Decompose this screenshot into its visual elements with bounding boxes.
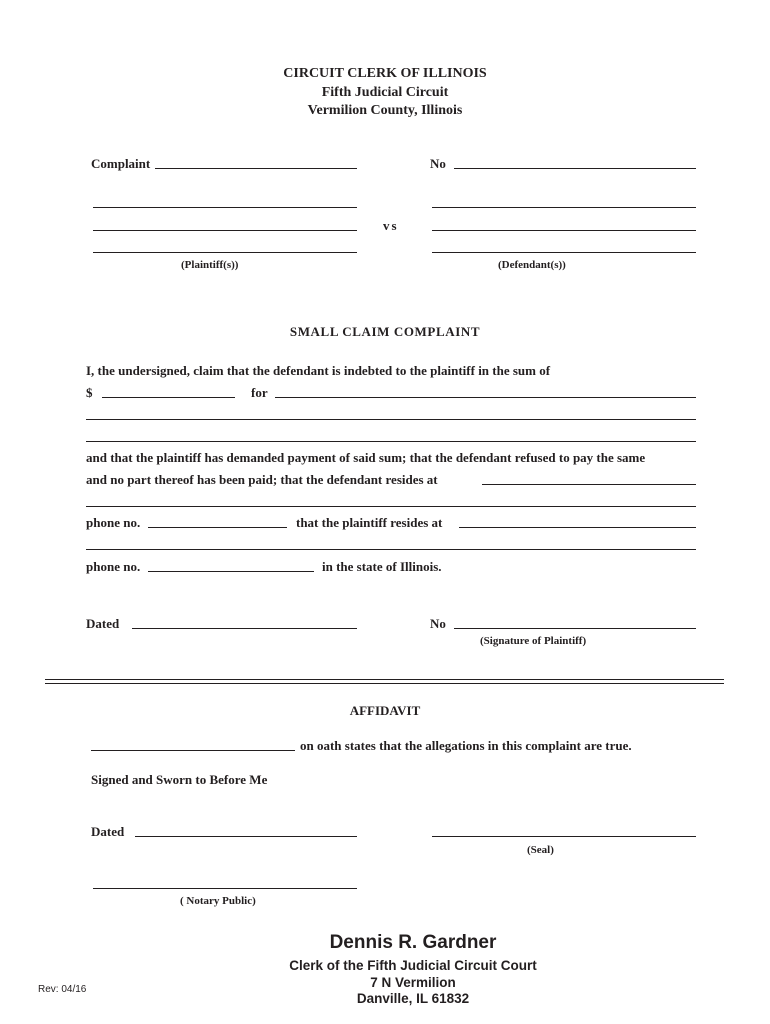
- defendant-line-1[interactable]: [432, 207, 696, 208]
- reason-line-1[interactable]: [86, 419, 696, 420]
- divider-top: [45, 679, 724, 680]
- plaintiff-line-1[interactable]: [93, 207, 357, 208]
- plaintiff-phone-field[interactable]: [148, 571, 314, 572]
- county-name: Vermilion County, Illinois: [307, 103, 463, 118]
- clerk-title: Clerk of the Fifth Judicial Circuit Court: [289, 958, 537, 973]
- complaint-label: Complaint: [91, 156, 151, 171]
- address-line-2: Danville, IL 61832: [356, 991, 470, 1006]
- case-no-label: No: [430, 156, 446, 171]
- plaintiff-phone-label: phone no.: [86, 559, 141, 574]
- affiant-name-field[interactable]: [91, 750, 295, 751]
- plaintiff-address-line-2[interactable]: [86, 549, 696, 550]
- revision-label: Rev: 04/16: [38, 984, 87, 995]
- signature-no-label: No: [430, 616, 446, 631]
- circuit-name: Fifth Judicial Circuit: [321, 85, 449, 100]
- for-label: for: [251, 385, 268, 400]
- defendant-line-2[interactable]: [432, 230, 696, 231]
- vs-label: vs: [383, 218, 399, 233]
- defendant-line-3[interactable]: [432, 252, 696, 253]
- notary-caption: ( Notary Public): [180, 895, 256, 907]
- defendant-address-line-2[interactable]: [86, 506, 696, 507]
- defendant-address-field[interactable]: [482, 484, 696, 485]
- clerk-name: Dennis R. Gardner: [329, 932, 497, 953]
- court-title: CIRCUIT CLERK OF ILLINOIS: [283, 66, 487, 81]
- affidavit-dated-label: Dated: [91, 824, 125, 839]
- address-line-1: 7 N Vermilion: [370, 975, 456, 990]
- oath-text: on oath states that the allegations in this complaint are true.: [300, 738, 632, 753]
- divider-bottom: [45, 683, 724, 684]
- reason-line-2[interactable]: [86, 441, 696, 442]
- plaintiff-resides-label: that the plaintiff resides at: [296, 515, 443, 530]
- affidavit-title: AFFIDAVIT: [349, 703, 421, 718]
- complaint-field[interactable]: [155, 168, 357, 169]
- defendant-phone-field[interactable]: [148, 527, 287, 528]
- plaintiff-caption: (Plaintiff(s)): [181, 259, 239, 271]
- signature-caption: (Signature of Plaintiff): [480, 635, 587, 647]
- defendant-caption: (Defendant(s)): [498, 259, 566, 271]
- plaintiff-line-2[interactable]: [93, 230, 357, 231]
- notary-signature-field[interactable]: [93, 888, 357, 889]
- claim-text: I, the undersigned, claim that the defendant is indebted to the plaintiff in the sum of: [86, 363, 551, 378]
- defendant-phone-label: phone no.: [86, 515, 141, 530]
- plaintiff-signature-field[interactable]: [454, 628, 696, 629]
- demand-text-1: and that the plaintiff has demanded payment of said sum; that the defendant refused to pay the same: [86, 450, 646, 465]
- plaintiff-address-field[interactable]: [459, 527, 696, 528]
- dollar-sign: $: [86, 385, 93, 400]
- signed-sworn-text: Signed and Sworn to Before Me: [91, 772, 268, 787]
- demand-text-2: and no part thereof has been paid; that the defendant resides at: [86, 472, 438, 487]
- amount-field[interactable]: [102, 397, 235, 398]
- state-text: in the state of Illinois.: [322, 559, 442, 574]
- complaint-title: SMALL CLAIM COMPLAINT: [289, 324, 481, 339]
- plaintiff-line-3[interactable]: [93, 252, 357, 253]
- seal-caption: (Seal): [527, 844, 554, 856]
- dated-label: Dated: [86, 616, 120, 631]
- case-no-field[interactable]: [454, 168, 696, 169]
- affidavit-dated-field[interactable]: [135, 836, 357, 837]
- dated-field[interactable]: [132, 628, 357, 629]
- for-field[interactable]: [275, 397, 696, 398]
- seal-field[interactable]: [432, 836, 696, 837]
